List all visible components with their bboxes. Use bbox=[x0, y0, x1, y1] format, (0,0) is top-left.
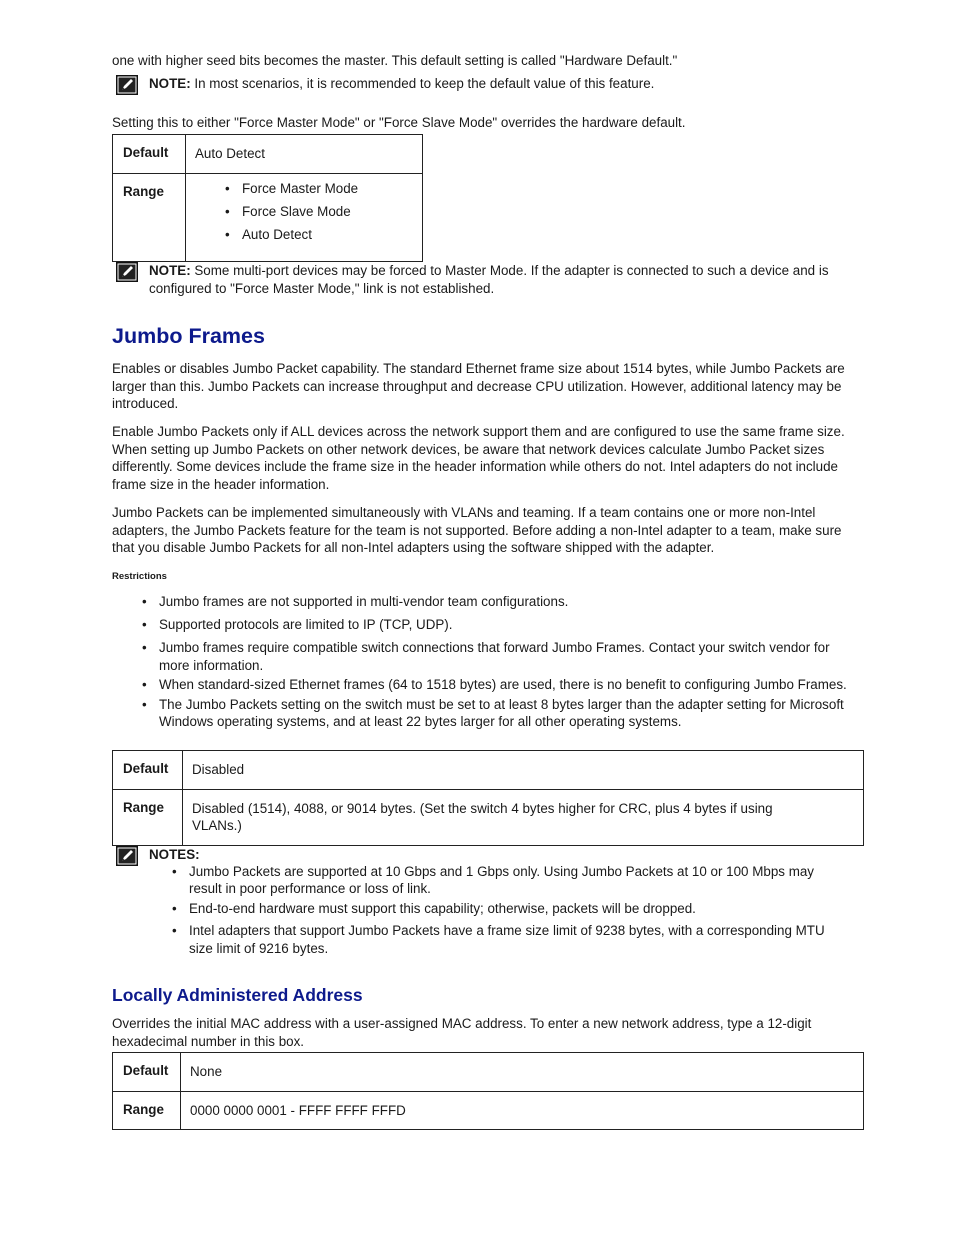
notes-list bbox=[169, 863, 829, 958]
list-item: • Jumbo frames require compatible switch connections that forward Jumbo Frames. Contact your switch vendor for more information. bbox=[139, 639, 854, 674]
master-slave-table bbox=[112, 134, 423, 262]
list-item: • Force Slave Mode bbox=[222, 203, 413, 221]
table-row-default bbox=[113, 751, 864, 790]
note-callout bbox=[112, 262, 862, 297]
jumbo-settings-table bbox=[112, 750, 864, 846]
range-value: Disabled (1514), 4088, or 9014 bytes. (Set the switch 4 bytes higher for CRC, plus 4 bytes if using VLANs.) bbox=[183, 789, 864, 845]
list-item: • End-to-end hardware must support this capability; otherwise, packets will be dropped. bbox=[169, 900, 829, 918]
override-paragraph: Setting this to either "Force Master Mode" or "Force Slave Mode" overrides the hardware default. bbox=[112, 115, 686, 130]
note-pencil-icon bbox=[116, 846, 138, 866]
list-item: • Jumbo Packets are supported at 10 Gbps and 1 Gbps only. Using Jumbo Packets at 10 or 100 Mbps may result in poor performance or loss of link. bbox=[169, 863, 829, 898]
range-value bbox=[186, 173, 423, 261]
default-label: Default bbox=[113, 135, 186, 174]
note-pencil-icon bbox=[116, 262, 138, 282]
list-item: • Jumbo frames are not supported in multi-vendor team configurations. bbox=[139, 593, 854, 611]
section-title-jumbo-frames: Jumbo Frames bbox=[112, 324, 265, 348]
jumbo-paragraph-1: Enables or disables Jumbo Packet capability. The standard Ethernet frame size about 1514 bytes, while Jumbo Packets are larger than this. Jumbo Packets can increase throughput and decrease CPU utilization. However, additional latency may be introduced. bbox=[112, 361, 845, 411]
table-row-default bbox=[113, 135, 423, 174]
jumbo-paragraph-3: Jumbo Packets can be implemented simultaneously with VLANs and teaming. If a team contains one or more non-Intel adapters, the Jumbo Packets feature for the team is not supported. Before adding a non-Intel adapter to a team, make sure that you disable Jumbo Packets for all non-Intel adapters using the software shipped with the adapter. bbox=[112, 505, 842, 555]
notes-callout bbox=[112, 846, 862, 957]
list-item: • Supported protocols are limited to IP (TCP, UDP). bbox=[139, 616, 854, 634]
list-item: • Auto Detect bbox=[222, 226, 413, 244]
list-item: • Intel adapters that support Jumbo Packets have a frame size limit of 9238 bytes, with a corresponding MTU size limit of 9216 bytes. bbox=[169, 922, 829, 957]
range-list bbox=[222, 180, 413, 244]
range-value: 0000 0000 0001 - FFFF FFFF FFFD bbox=[181, 1091, 864, 1130]
table-row-default bbox=[113, 1053, 864, 1092]
restrictions-heading: Restrictions bbox=[112, 571, 167, 582]
list-item: • When standard-sized Ethernet frames (64 to 1518 bytes) are used, there is no benefit to configuring Jumbo Frames. bbox=[139, 676, 854, 694]
table-row-range bbox=[113, 1091, 864, 1130]
section-title-locally-administered-address: Locally Administered Address bbox=[112, 985, 363, 1005]
note-pencil-icon bbox=[116, 75, 138, 95]
notes-label: NOTES: bbox=[149, 847, 200, 862]
list-item: • Force Master Mode bbox=[222, 180, 413, 198]
default-value: None bbox=[181, 1053, 864, 1092]
range-label: Range bbox=[113, 1091, 181, 1130]
restrictions-list bbox=[139, 593, 854, 731]
list-item: • The Jumbo Packets setting on the switch must be set to at least 8 bytes larger than the adapter setting for Microsoft Windows operating systems, and at least 22 bytes larger for all other operating systems. bbox=[139, 696, 854, 731]
note-text: Some multi-port devices may be forced to Master Mode. If the adapter is connected to such a device and is configured to "Force Master Mode," link is not established. bbox=[149, 263, 829, 296]
default-label: Default bbox=[113, 751, 183, 790]
table-row-range bbox=[113, 789, 864, 845]
table-row-range bbox=[113, 173, 423, 261]
default-value: Disabled bbox=[183, 751, 864, 790]
default-value: Auto Detect bbox=[186, 135, 423, 174]
note-callout bbox=[112, 75, 862, 93]
range-label: Range bbox=[113, 173, 186, 261]
jumbo-paragraph-2: Enable Jumbo Packets only if ALL devices across the network support them and are configured to use the same frame size. When setting up Jumbo Packets on other network devices, be aware that network devices calculate Jumbo Packet sizes differently. Some devices include the frame size in the header information while others do not. Intel adapters do not include frame size in the header information. bbox=[112, 424, 845, 492]
note-label: NOTE: bbox=[149, 263, 191, 278]
intro-paragraph: one with higher seed bits becomes the master. This default setting is called "Hardware Default." bbox=[112, 53, 678, 68]
laa-paragraph: Overrides the initial MAC address with a user-assigned MAC address. To enter a new network address, type a 12-digit hexadecimal number in this box. bbox=[112, 1016, 812, 1049]
laa-settings-table bbox=[112, 1052, 864, 1130]
range-label: Range bbox=[113, 789, 183, 845]
note-text: In most scenarios, it is recommended to keep the default value of this feature. bbox=[190, 76, 655, 91]
note-label: NOTE: bbox=[149, 76, 191, 91]
default-label: Default bbox=[113, 1053, 181, 1092]
